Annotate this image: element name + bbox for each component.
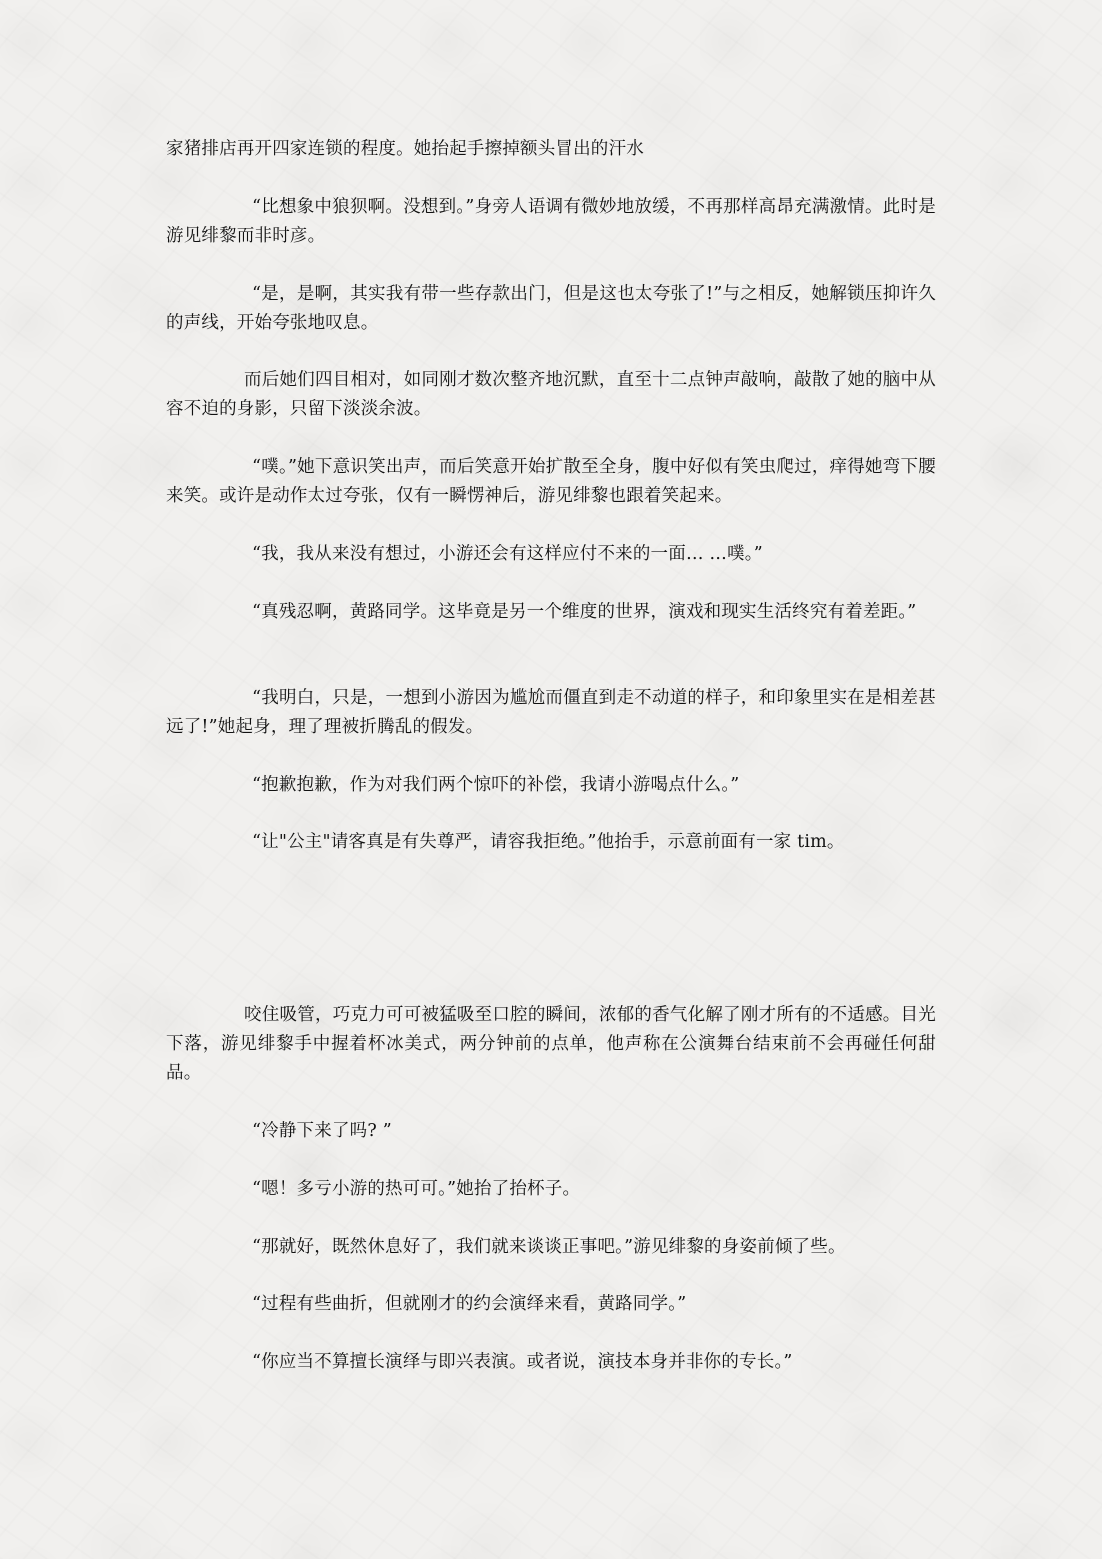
paragraph-1: 家猪排店再开四家连锁的程度。她抬起手擦掉额头冒出的汗水	[166, 139, 644, 159]
paragraph-3: “是，是啊，其实我有带一些存款出门，但是这也太夸张了!”与之相反，她解锁压抑许久的声线，开始夸张地叹息。	[166, 284, 936, 333]
paragraph-5: “噗。”她下意识笑出声，而后笑意开始扩散至全身，腹中好似有笑虫爬过，痒得她弯下腰来笑。或许是动作太过夸张，仅有一瞬愣神后，游见绯黎也跟着笑起来。	[166, 457, 936, 506]
paragraph-8: “我明白，只是，一想到小游因为尴尬而僵直到走不动道的样子，和印象里实在是相差甚远了!”她起身，理了理被折腾乱的假发。	[166, 688, 936, 737]
paragraph-6: “我，我从来没有想过，小游还会有这样应付不来的一面… …噗。”	[252, 544, 763, 564]
paragraph-13: “嗯！多亏小游的热可可。”她抬了抬杯子。	[252, 1179, 581, 1199]
paragraph-10: “让"公主"请客真是有失尊严，请容我拒绝。”他抬手，示意前面有一家 tim。	[252, 832, 845, 852]
paragraph-2: “比想象中狼狈啊。没想到。”身旁人语调有微妙地放缓，不再那样高昂充满激情。此时是游见绯黎而非时彦。	[166, 197, 936, 246]
paragraph-12: “冷静下来了吗? ”	[252, 1121, 392, 1141]
paragraph-15: “过程有些曲折，但就刚才的约会演绎来看，黄路同学。”	[252, 1294, 687, 1314]
paragraph-7: “真残忍啊，黄路同学。这毕竟是另一个维度的世界，演戏和现实生活终究有着差距。”	[252, 602, 917, 622]
paragraph-16: “你应当不算擅长演绎与即兴表演。或者说，演技本身并非你的专长。”	[252, 1352, 793, 1372]
paragraph-9: “抱歉抱歉，作为对我们两个惊吓的补偿，我请小游喝点什么。”	[252, 775, 740, 795]
paragraph-4: 而后她们四目相对，如同刚才数次整齐地沉默，直至十二点钟声敲响，敲散了她的脑中从容不迫的身影，只留下淡淡余波。	[166, 370, 936, 419]
paragraph-11: 咬住吸管，巧克力可可被猛吸至口腔的瞬间，浓郁的香气化解了刚才所有的不适感。目光下落，游见绯黎手中握着杯冰美式，两分钟前的点单，他声称在公演舞台结束前不会再碰任何甜品。	[166, 1005, 936, 1083]
paragraph-14: “那就好，既然休息好了，我们就来谈谈正事吧。”游见绯黎的身姿前倾了些。	[252, 1237, 846, 1257]
